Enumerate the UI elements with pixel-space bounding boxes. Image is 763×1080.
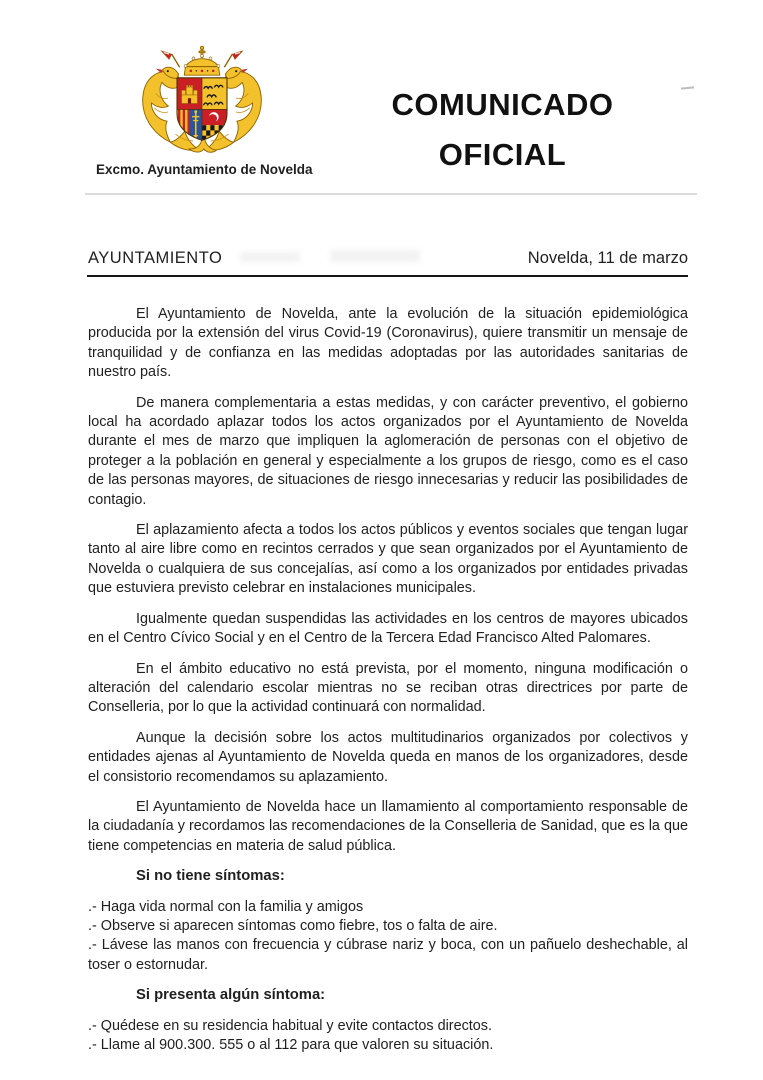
- body-paragraph: De manera complementaria a estas medidas, y con carácter preventivo, el gobierno local ha acordado aplazar todos los actos organizados por el Ayuntamiento de Novelda durante el mes de marzo que impliquen la aglomeración de personas con el objetivo de proteger a la población en general y especialmente a los grupos de riesgo, como es el caso de las personas mayores, de situaciones de riesgo innecesarias y reducir las posibilidades de contagio.: [88, 394, 688, 508]
- body-paragraph: El Ayuntamiento de Novelda hace un llamamiento al comportamiento responsable de la ciudadanía y recordamos las recomendaciones de la Conselleria de Sanidad, que es la que tiene competencias en materia de salud pública.: [88, 798, 688, 854]
- left-pennant-flag: [161, 51, 179, 67]
- symptoms-list: [88, 1017, 688, 1056]
- organization-name: Excmo. Ayuntamiento de Novelda: [96, 162, 313, 177]
- instruction-item: .- Observe si aparecen síntomas como fiebre, tos o falta de aire.: [88, 917, 498, 934]
- document-header: [88, 249, 688, 268]
- header-dateline: Novelda, 11 de marzo: [527, 249, 688, 267]
- body-paragraph: Aunque la decisión sobre los actos multitudinarios organizados por colectivos y entidades ajenas al Ayuntamiento de Novelda queda en manos de los organizadores, desde el consistorio recomendamos su aplazamiento.: [88, 729, 688, 785]
- body-paragraph: En el ámbito educativo no está prevista, por el momento, ninguna modificación o alteración del calendario escolar mientras no se reciban otras directrices por parte de Conselleria, por lo que la actividad continuará con normalidad.: [88, 660, 688, 716]
- body-paragraph: Igualmente quedan suspendidas las actividades en los centros de mayores ubicados en el Centro Cívico Social y en el Centro de la Tercera Edad Francisco Alted Palomares.: [88, 610, 688, 647]
- instruction-item: .- Lávese las manos con frecuencia y cúbrase nariz y boca, con un pañuelo deshechable, al toser o estornudar.: [88, 937, 688, 973]
- document-title: [330, 80, 675, 180]
- header-rule: [87, 275, 688, 277]
- instruction-item: .- Llame al 900.300. 555 o al 112 para que valoren su situación.: [88, 1037, 494, 1053]
- novelda-coat-of-arms-icon: [136, 37, 268, 162]
- no-symptoms-heading: Si no tiene síntomas:: [136, 868, 285, 885]
- document-body: [88, 305, 688, 1066]
- body-paragraph: El Ayuntamiento de Novelda, ante la evolución de la situación epidemiológica producida por la extensión del virus Covid-19 (Coronavirus), quiere transmitir un mensaje de tranquilidad y de confianza en las medidas adoptadas por las autoridades sanitarias de nuestro país.: [88, 306, 688, 381]
- right-pennant-flag: [224, 51, 242, 67]
- symptoms-heading: Si presenta algún síntoma:: [136, 987, 326, 1004]
- document-title-line2: OFICIAL: [438, 137, 567, 172]
- coat-of-arms-svg: [136, 37, 268, 162]
- instruction-item: .- Haga vida normal con la familia y amigos: [88, 898, 364, 915]
- header-department: AYUNTAMIENTO: [88, 249, 223, 267]
- body-paragraph: El aplazamiento afecta a todos los actos públicos y eventos sociales que tengan lugar tanto al aire libre como en recintos cerrados y que sean organizados por el Ayuntamiento de Novelda o cualquiera de sus concejalías, así como a los organizados por entidades privadas que estuviera previsto celebrar en instalaciones municipales.: [88, 522, 688, 597]
- no-symptoms-list: [88, 898, 688, 976]
- instruction-item: .- Quédese en su residencia habitual y evite contactos directos.: [88, 1017, 492, 1034]
- scan-artifact-dash: [681, 86, 694, 89]
- document-title-line1: COMUNICADO: [391, 87, 614, 122]
- crown: [184, 46, 220, 75]
- letterhead-divider: [85, 193, 697, 195]
